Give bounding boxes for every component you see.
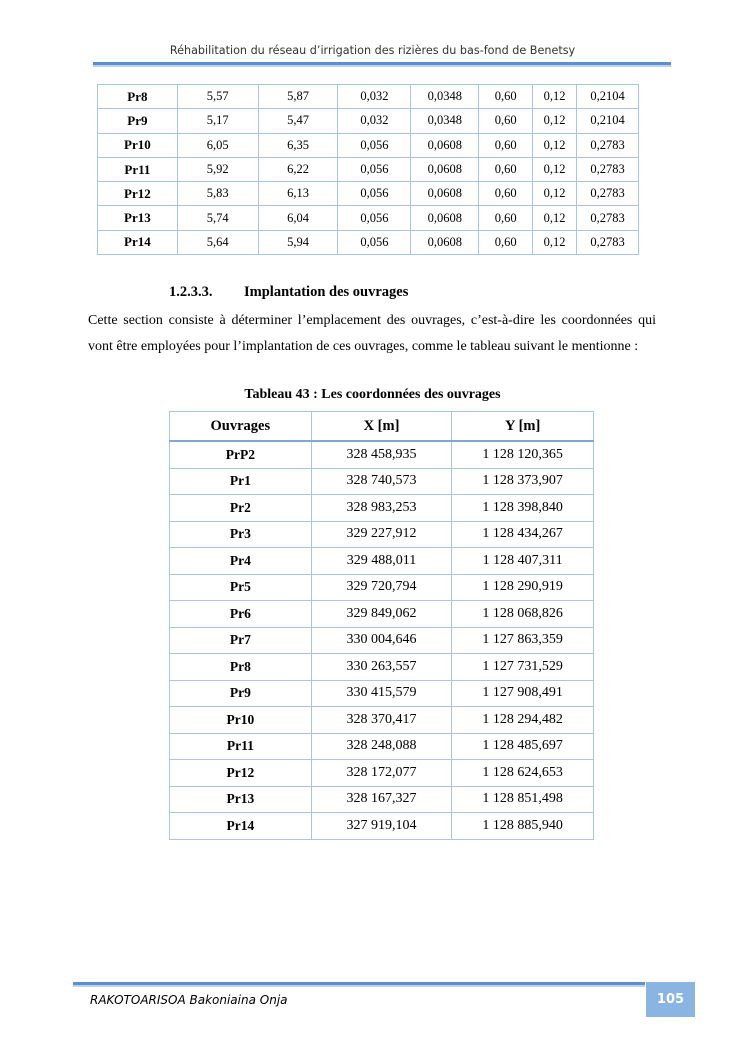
coordinates-table [169, 411, 594, 840]
table-cell: 0,12 [533, 133, 577, 157]
table-row [170, 680, 594, 707]
row-label: Pr10 [98, 133, 178, 157]
table-cell: 0,056 [338, 157, 411, 181]
y-coordinate: 1 128 407,311 [452, 548, 594, 575]
ouvrage-name: Pr11 [170, 733, 312, 760]
footer-author: RAKOTOARISOA Bakoniaina Onja [90, 993, 288, 1007]
column-header: Y [m] [452, 412, 594, 442]
table-cell: 0,12 [533, 206, 577, 230]
table-row [170, 813, 594, 840]
table-cell: 0,2783 [577, 182, 639, 206]
table-cell: 0,0348 [411, 85, 479, 109]
ouvrage-name: Pr7 [170, 627, 312, 654]
table-row [98, 206, 639, 230]
hydraulic-table [97, 84, 639, 255]
table-cell: 0,0608 [411, 206, 479, 230]
running-header: Réhabilitation du réseau d’irrigation des rizières du bas-fond de Benetsy [169, 44, 576, 57]
table-cell: 0,032 [338, 109, 411, 133]
row-label: Pr13 [98, 206, 178, 230]
table-row [98, 133, 639, 157]
section-heading [169, 284, 408, 301]
x-coordinate: 328 248,088 [311, 733, 452, 760]
x-coordinate: 330 004,646 [311, 627, 452, 654]
table-cell: 0,2104 [577, 85, 639, 109]
table-cell: 6,04 [258, 206, 338, 230]
table-caption: Tableau 43 : Les coordonnées des ouvrages [244, 387, 501, 402]
ouvrage-name: Pr12 [170, 760, 312, 787]
ouvrage-name: Pr10 [170, 707, 312, 734]
y-coordinate: 1 128 434,267 [452, 521, 594, 548]
table-cell: 0,60 [479, 206, 533, 230]
table-row [170, 601, 594, 628]
table-cell: 0,2783 [577, 230, 639, 254]
table-cell: 0,12 [533, 157, 577, 181]
column-header: Ouvrages [170, 412, 312, 442]
y-coordinate: 1 128 290,919 [452, 574, 594, 601]
x-coordinate: 328 458,935 [311, 441, 452, 468]
table-header-row [170, 412, 594, 442]
ouvrage-name: Pr4 [170, 548, 312, 575]
ouvrage-name: Pr8 [170, 654, 312, 681]
table-cell: 5,17 [177, 109, 258, 133]
table-cell: 0,12 [533, 109, 577, 133]
table-cell: 0,0608 [411, 230, 479, 254]
y-coordinate: 1 128 851,498 [452, 786, 594, 813]
page-number: 105 [646, 982, 695, 1017]
row-label: Pr12 [98, 182, 178, 206]
x-coordinate: 329 849,062 [311, 601, 452, 628]
table-cell: 0,60 [479, 230, 533, 254]
table-row [170, 627, 594, 654]
table-cell: 0,60 [479, 85, 533, 109]
x-coordinate: 329 720,794 [311, 574, 452, 601]
ouvrage-name: Pr5 [170, 574, 312, 601]
table-cell: 0,0608 [411, 133, 479, 157]
footer-rule [73, 982, 645, 987]
ouvrage-name: Pr2 [170, 495, 312, 522]
table-cell: 0,056 [338, 230, 411, 254]
header-rule [93, 62, 671, 67]
table-cell: 0,12 [533, 230, 577, 254]
table-cell: 0,2783 [577, 157, 639, 181]
table-cell: 0,60 [479, 109, 533, 133]
x-coordinate: 329 488,011 [311, 548, 452, 575]
table-row [98, 230, 639, 254]
table-cell: 5,87 [258, 85, 338, 109]
section-number: 1.2.3.3. [169, 284, 213, 300]
x-coordinate: 328 370,417 [311, 707, 452, 734]
section-paragraph: Cette section consiste à déterminer l’emplacement des ouvrages, c’est-à-dire les coordonnées qui vont être employées pour l’implantation de ces ouvrages, comme le tableau suivant le mentionne : [88, 313, 656, 354]
table-row [170, 468, 594, 495]
table-row [170, 574, 594, 601]
y-coordinate: 1 127 908,491 [452, 680, 594, 707]
table-row [170, 786, 594, 813]
table-row [98, 85, 639, 109]
row-label: Pr8 [98, 85, 178, 109]
y-coordinate: 1 128 624,653 [452, 760, 594, 787]
table-cell: 0,60 [479, 157, 533, 181]
row-label: Pr14 [98, 230, 178, 254]
table-cell: 0,032 [338, 85, 411, 109]
x-coordinate: 329 227,912 [311, 521, 452, 548]
table-cell: 0,12 [533, 182, 577, 206]
table-cell: 0,2783 [577, 206, 639, 230]
x-coordinate: 330 263,557 [311, 654, 452, 681]
table-cell: 5,64 [177, 230, 258, 254]
table-cell: 6,13 [258, 182, 338, 206]
table-cell: 6,05 [177, 133, 258, 157]
ouvrage-name: Pr13 [170, 786, 312, 813]
table-cell: 5,74 [177, 206, 258, 230]
table-cell: 0,0348 [411, 109, 479, 133]
y-coordinate: 1 128 294,482 [452, 707, 594, 734]
table-row [170, 654, 594, 681]
row-label: Pr9 [98, 109, 178, 133]
table-cell: 5,92 [177, 157, 258, 181]
table-cell: 6,35 [258, 133, 338, 157]
row-label: Pr11 [98, 157, 178, 181]
section-title: Implantation des ouvrages [244, 284, 409, 300]
table-cell: 0,2783 [577, 133, 639, 157]
ouvrage-name: Pr9 [170, 680, 312, 707]
y-coordinate: 1 128 485,697 [452, 733, 594, 760]
x-coordinate: 327 919,104 [311, 813, 452, 840]
ouvrage-name: Pr1 [170, 468, 312, 495]
x-coordinate: 328 983,253 [311, 495, 452, 522]
table-row [170, 495, 594, 522]
y-coordinate: 1 128 398,840 [452, 495, 594, 522]
table-cell: 5,57 [177, 85, 258, 109]
table-row [98, 182, 639, 206]
column-header: X [m] [311, 412, 452, 442]
x-coordinate: 328 167,327 [311, 786, 452, 813]
table-row [170, 760, 594, 787]
y-coordinate: 1 127 731,529 [452, 654, 594, 681]
table-row [170, 441, 594, 468]
table-cell: 0,12 [533, 85, 577, 109]
table-row [98, 157, 639, 181]
ouvrage-name: Pr14 [170, 813, 312, 840]
table-row [170, 707, 594, 734]
table-cell: 0,2104 [577, 109, 639, 133]
x-coordinate: 328 172,077 [311, 760, 452, 787]
table-row [170, 733, 594, 760]
ouvrage-name: PrP2 [170, 441, 312, 468]
table-cell: 0,056 [338, 206, 411, 230]
y-coordinate: 1 128 373,907 [452, 468, 594, 495]
y-coordinate: 1 128 885,940 [452, 813, 594, 840]
table-cell: 0,056 [338, 182, 411, 206]
table-cell: 6,22 [258, 157, 338, 181]
table-row [98, 109, 639, 133]
table-cell: 5,94 [258, 230, 338, 254]
y-coordinate: 1 128 120,365 [452, 441, 594, 468]
table-cell: 0,0608 [411, 182, 479, 206]
table-cell: 0,60 [479, 133, 533, 157]
table-cell: 5,47 [258, 109, 338, 133]
ouvrage-name: Pr3 [170, 521, 312, 548]
x-coordinate: 328 740,573 [311, 468, 452, 495]
table-cell: 5,83 [177, 182, 258, 206]
y-coordinate: 1 128 068,826 [452, 601, 594, 628]
y-coordinate: 1 127 863,359 [452, 627, 594, 654]
table-row [170, 548, 594, 575]
ouvrage-name: Pr6 [170, 601, 312, 628]
table-cell: 0,0608 [411, 157, 479, 181]
table-cell: 0,056 [338, 133, 411, 157]
table-cell: 0,60 [479, 182, 533, 206]
x-coordinate: 330 415,579 [311, 680, 452, 707]
table-row [170, 521, 594, 548]
